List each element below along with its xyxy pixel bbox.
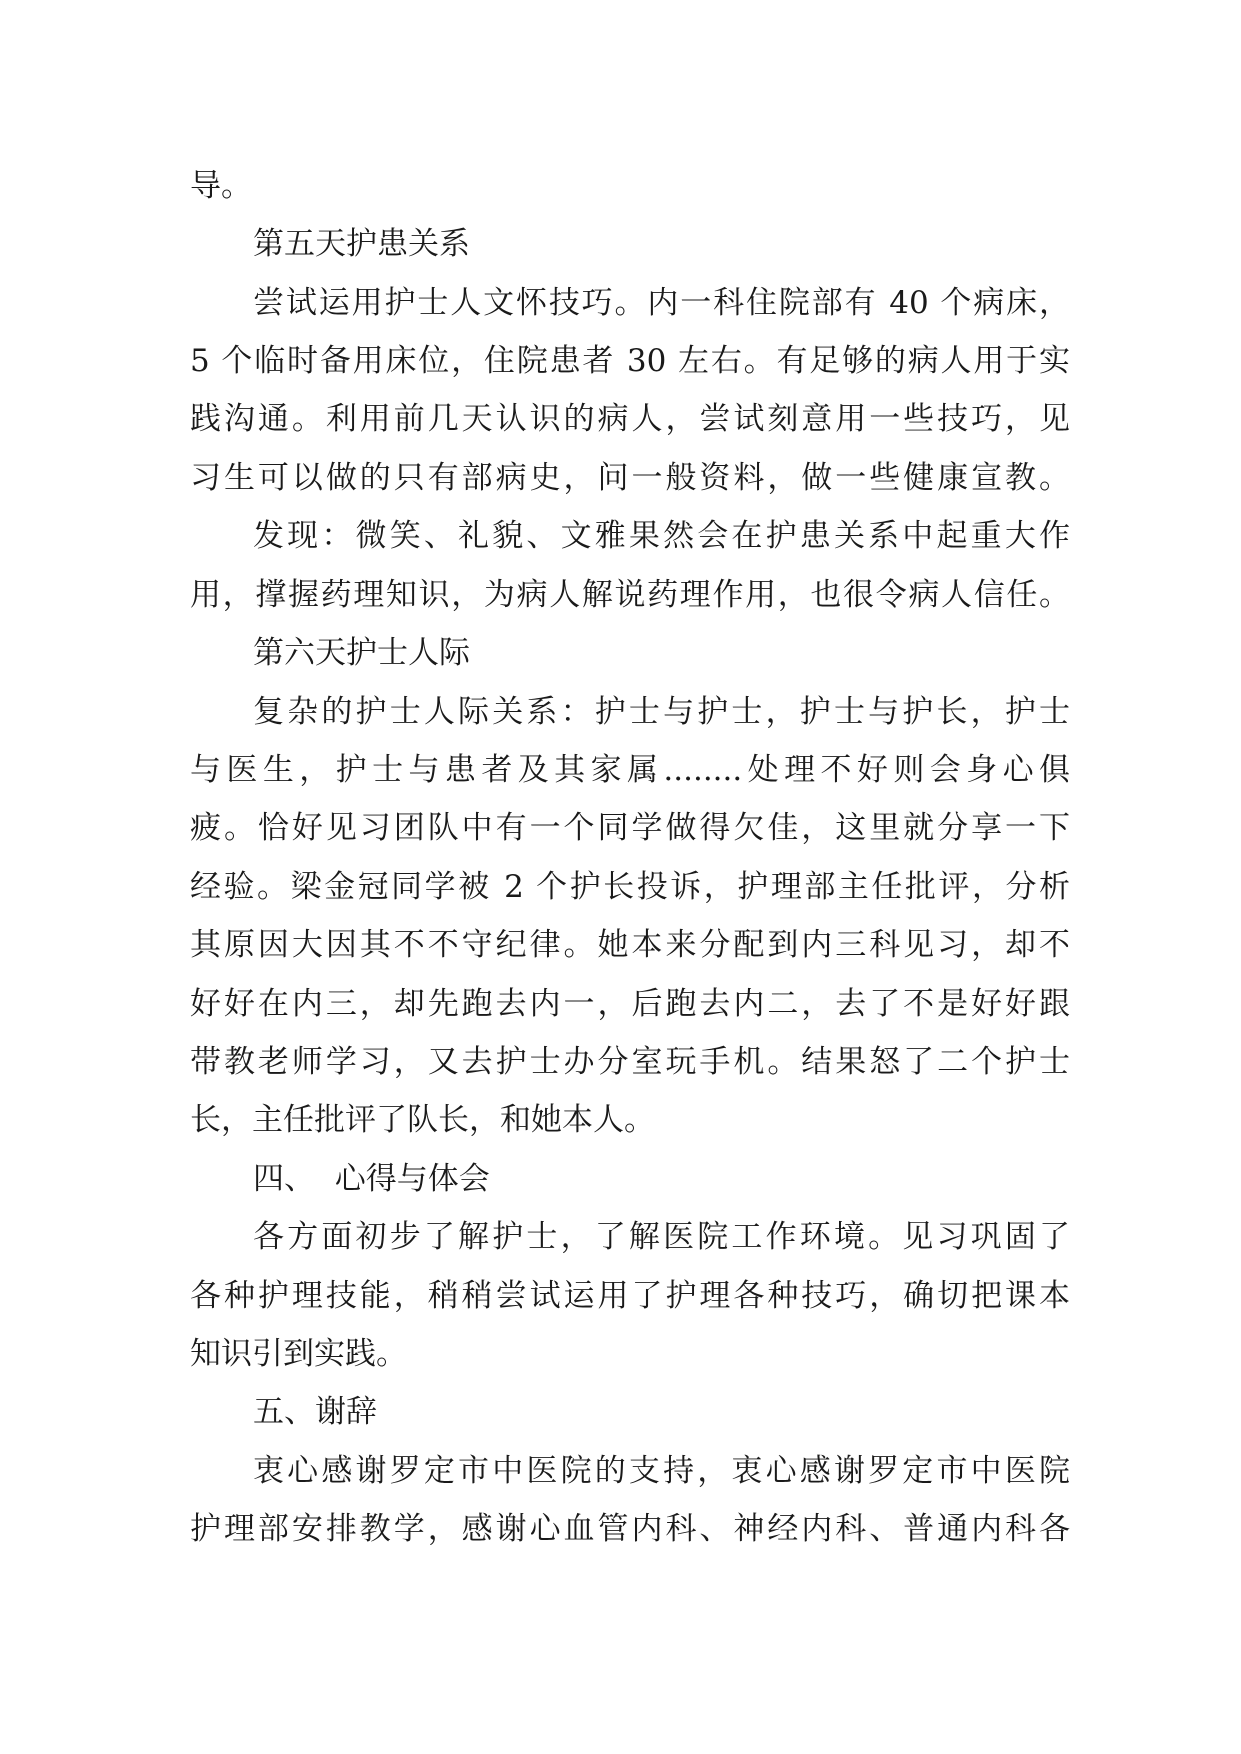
section-heading: 第五天护患关系 [253, 226, 470, 262]
text-line: 护理部安排教学，感谢心血管内科、神经内科、普通内科各 [190, 1511, 1070, 1547]
text-line: 长，主任批评了队长，和她本人。 [190, 1102, 655, 1138]
text-line: 用，撑握药理知识，为病人解说药理作用，也很令病人信任。 [190, 577, 1070, 613]
text-line: 与医生，护士与患者及其家属........处理不好则会身心俱 [190, 752, 1070, 788]
text-line: 好好在内三，却先跑去内一，后跑去内二，去了不是好好跟 [190, 986, 1070, 1022]
text-line: 尝试运用护士人文怀技巧。内一科住院部有 40 个病床， [253, 285, 1070, 321]
text-line: 经验。梁金冠同学被 2 个护长投诉，护理部主任批评，分析 [190, 869, 1070, 905]
text-line: 知识引到实践。 [190, 1336, 407, 1372]
text-line: 践沟通。利用前几天认识的病人，尝试刻意用一些技巧，见 [190, 401, 1070, 437]
text-line: 疲。恰好见习团队中有一个同学做得欠佳，这里就分享一下 [190, 810, 1070, 846]
text-line: 导。 [190, 168, 252, 204]
section-heading: 五、谢辞 [253, 1394, 377, 1430]
text-line: 各方面初步了解护士，了解医院工作环境。见习巩固了 [253, 1219, 1070, 1255]
text-line: 带教老师学习，又去护士办分室玩手机。结果怒了二个护士 [190, 1044, 1070, 1080]
text-line: 5 个临时备用床位，住院患者 30 左右。有足够的病人用于实 [190, 343, 1070, 379]
text-line: 习生可以做的只有部病史，问一般资料，做一些健康宣教。 [190, 460, 1070, 496]
text-line: 各种护理技能，稍稍尝试运用了护理各种技巧，确切把课本 [190, 1278, 1070, 1314]
text-line: 复杂的护士人际关系：护士与护士，护士与护长，护士 [253, 694, 1070, 730]
section-heading: 四、 心得与体会 [253, 1161, 490, 1197]
text-line: 发现：微笑、礼貌、文雅果然会在护患关系中起重大作 [253, 518, 1070, 554]
text-line: 衷心感谢罗定市中医院的支持，衷心感谢罗定市中医院 [253, 1453, 1070, 1489]
text-line: 其原因大因其不不守纪律。她本来分配到内三科见习，却不 [190, 927, 1070, 963]
section-heading: 第六天护士人际 [253, 635, 470, 671]
